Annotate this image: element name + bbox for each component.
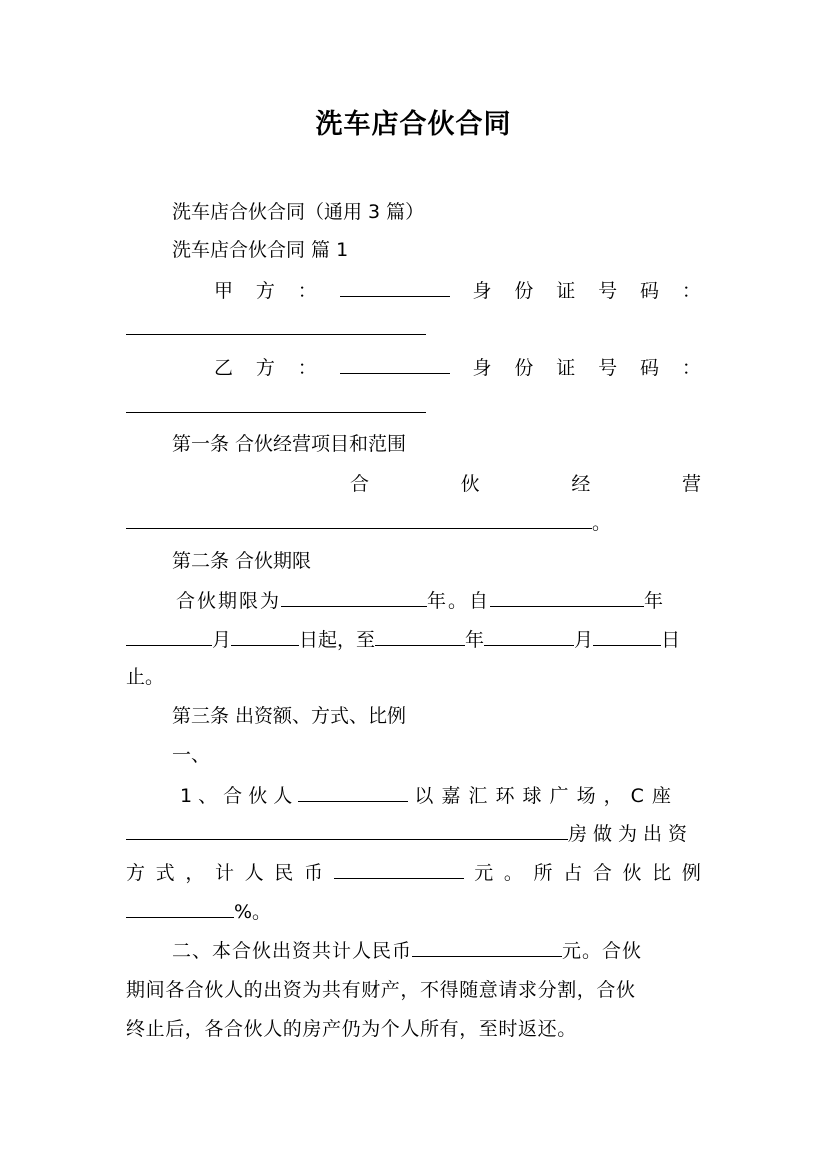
article-1-char: 合 (350, 473, 370, 495)
party-a-char: 证 (556, 280, 576, 302)
article-1-char: 经 (571, 473, 591, 495)
article-3-char: 方 (126, 862, 146, 884)
property-blank (126, 821, 568, 840)
partner-name-blank (298, 783, 408, 802)
article-1-heading: 第一条 合伙经营项目和范围 (172, 433, 407, 455)
party-a-char: ： (681, 280, 701, 302)
article-1-char: 伙 (460, 473, 480, 495)
article-3-text: 二、本合伙出资共计人民币 (172, 940, 413, 962)
article-3-p1-line-1 (180, 783, 701, 808)
party-b-name-blank (340, 355, 450, 374)
party-a-char: 份 (514, 280, 534, 302)
article-1-end: 。 (592, 512, 612, 534)
article-2-line-3: 止。 (126, 666, 165, 688)
article-3-char: 人 (244, 862, 264, 884)
party-a-line (214, 278, 701, 303)
article-2-line-1 (176, 588, 701, 613)
article-3-p2-line-1 (172, 938, 701, 963)
article-3-text: 1 、 合 伙 人 (180, 785, 293, 807)
article-2-heading: 第二条 合伙期限 (172, 550, 312, 572)
end-day-blank (593, 627, 661, 646)
party-a-id-blank (126, 316, 426, 335)
article-2-text: 日 (661, 629, 681, 651)
party-a-char: 方 (255, 280, 275, 302)
article-2-text: 年。自 (427, 590, 491, 612)
party-a-char: ： (297, 280, 317, 302)
article-3-text: 以 嘉 汇 环 球 广 场 ， C 座 (414, 785, 672, 807)
article-3-p2-line-3: 终止后，各合伙人的房产仍为个人所有，至时返还。 (126, 1018, 577, 1040)
article-2-text: 年 (465, 629, 485, 651)
article-3-text: %。 (234, 901, 272, 923)
party-b-id-blank (126, 394, 426, 413)
article-3-char: 。 (503, 862, 523, 884)
party-a-name-blank (340, 278, 450, 297)
article-2-text: 月 (574, 629, 594, 651)
end-month-blank (484, 627, 574, 646)
party-a-char: 码 (639, 280, 659, 302)
party-b-char: 份 (514, 357, 534, 379)
party-b-line (214, 355, 701, 380)
party-b-char: 乙 (214, 357, 234, 379)
party-a-id-line (126, 316, 701, 341)
contribution-amount-blank (334, 860, 464, 879)
article-3-p1-line-4 (126, 899, 701, 924)
article-3-char: 民 (274, 862, 294, 884)
article-2-text: 月 (212, 629, 232, 651)
article-3-heading: 第三条 出资额、方式、比例 (172, 705, 407, 727)
party-b-char: ： (681, 357, 701, 379)
article-3-char: ， (185, 862, 205, 884)
party-a-char: 甲 (214, 280, 234, 302)
article-2-text: 日起，至 (299, 629, 376, 651)
party-b-char: 方 (255, 357, 275, 379)
party-b-char: 身 (472, 357, 492, 379)
article-3-text: 房做为出资 (568, 823, 694, 845)
term-years-blank (281, 588, 427, 607)
article-2-text: 年 (644, 590, 666, 612)
article-3-char: 比 (652, 862, 672, 884)
party-b-char: 码 (639, 357, 659, 379)
article-2-text: 合伙期限为 (176, 590, 282, 612)
article-3-char: 计 (214, 862, 234, 884)
article-3-char: 元 (474, 862, 494, 884)
start-month-blank (126, 627, 212, 646)
article-3-char: 式 (155, 862, 175, 884)
article-3-char: 所 (533, 862, 553, 884)
article-3-char: 合 (592, 862, 612, 884)
start-year-blank (490, 588, 644, 607)
party-b-char: 证 (556, 357, 576, 379)
article-3-item-one: 一、 (172, 744, 211, 766)
article-3-char: 例 (681, 862, 701, 884)
party-b-id-line (126, 394, 701, 419)
article-3-p1-line-2 (126, 821, 701, 846)
article-3-text: 元。合伙 (562, 940, 643, 962)
total-contribution-blank (412, 938, 562, 957)
party-a-char: 号 (598, 280, 618, 302)
article-3-char: 伙 (622, 862, 642, 884)
article-3-p1-line-3 (126, 860, 701, 885)
end-year-blank (375, 627, 465, 646)
document-title: 洗车店合伙合同 (315, 109, 512, 140)
share-ratio-blank (126, 899, 234, 918)
article-3-char: 占 (563, 862, 583, 884)
article-1-char: 营 (681, 473, 701, 495)
article-3-char: 币 (303, 862, 323, 884)
party-b-char: ： (297, 357, 317, 379)
article-3-p2-line-2: 期间各合伙人的出资为共有财产，不得随意请求分割，合伙 (126, 979, 636, 1001)
article-1-scope-blank (126, 510, 592, 529)
article-2-line-2 (126, 627, 701, 652)
party-b-char: 号 (598, 357, 618, 379)
start-day-blank (231, 627, 299, 646)
party-a-char: 身 (472, 280, 492, 302)
section-title: 洗车店合伙合同 篇 1 (172, 239, 349, 261)
document-subtitle: 洗车店合伙合同（通用 3 篇） (172, 201, 425, 223)
article-1-scope-line (350, 472, 701, 496)
article-1-scope-blank-line (126, 510, 701, 535)
